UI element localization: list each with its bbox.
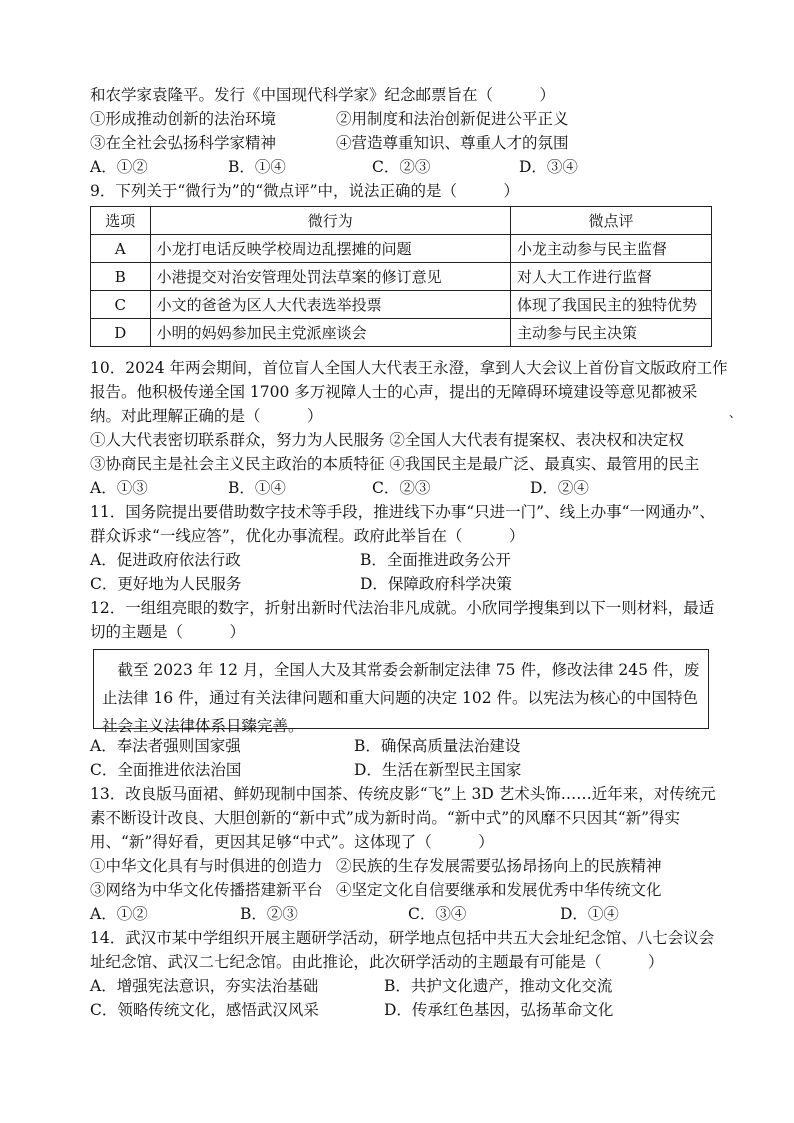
q13-statement-1: ①中华文化具有与时俱进的创造力 — [90, 857, 323, 875]
q10-option-c[interactable]: C．②③ — [372, 479, 431, 497]
q8-option-d[interactable]: D．③④ — [519, 158, 578, 176]
table-header-option: 选项 — [91, 207, 151, 235]
q10-statements-1: ①人大代表密切联系群众，努力为人民服务 ②全国人大代表有提案权、表决权和决定权 — [90, 431, 684, 449]
q13-stem-line-2: 素不断设计改良、大胆创新的“新中式”成为新时尚。“新中式”的风靡不只因其“新”得实 — [90, 809, 681, 827]
q8-statement-3: ③在全社会弘扬科学家精神 — [90, 134, 277, 152]
q8-option-c[interactable]: C．②③ — [372, 158, 431, 176]
table-cell-option: C — [91, 291, 151, 319]
q12-stem-line-2: 切的主题是（ ） — [90, 623, 246, 641]
table-cell-option: B — [91, 263, 151, 291]
q12-material-line-3: 社会主义法律体系日臻完善。 — [102, 717, 304, 735]
q8-statement-2: ②用制度和法治创新促进公平正义 — [336, 110, 569, 128]
q10-stem-line-2: 报告。他积极传递全国 1700 多万视障人士的心声，提出的无障碍环境建设等意见都被采 — [90, 383, 698, 401]
q13-option-a[interactable]: A．①② — [90, 905, 148, 923]
q12-material-line-1: 截至 2023 年 12 月，全国人大及其常委会新制定法律 75 件，修改法律 245 件，废 — [102, 661, 700, 679]
table-header-behavior: 微行为 — [150, 207, 510, 235]
table-cell-comment: 体现了我国民主的独特优势 — [511, 291, 712, 319]
q11-stem-line-1: 11．国务院提出要借助数字技术等手段，推进线下办事“只进一门”、线上办事“一网通办”、 — [90, 503, 715, 521]
q13-option-d[interactable]: D．①④ — [560, 905, 619, 923]
q10-option-b[interactable]: B．①④ — [228, 479, 286, 497]
q14-stem-line-2: 址纪念馆、武汉二七纪念馆。由此推论，此次研学活动的主题最有可能是（ ） — [90, 953, 664, 971]
q14-option-b[interactable]: B．共护文化遗产，推动文化交流 — [384, 977, 613, 995]
q14-option-d[interactable]: D．传承红色基因，弘扬革命文化 — [384, 1001, 614, 1019]
stray-mark: 、 — [729, 406, 742, 420]
q13-statement-4: ④坚定文化自信要继承和发展优秀中华传统文化 — [336, 881, 662, 899]
q13-stem-line-1: 13．改良版马面裙、鲜奶现制中国茶、传统皮影“飞”上 3D 艺术头饰……近年来，对传统元 — [90, 785, 716, 803]
table-cell-comment: 对人大工作进行监督 — [511, 263, 712, 291]
q11-stem-line-2: 群众诉求“一线应答”，优化办事流程。政府此举旨在（ ） — [90, 527, 525, 545]
q8-stem: 和农学家袁隆平。发行《中国现代科学家》纪念邮票旨在（ ） — [90, 86, 556, 104]
q8-statement-1: ①形成推动创新的法治环境 — [90, 110, 277, 128]
q12-option-d[interactable]: D．生活在新型民主国家 — [354, 761, 522, 779]
table-row[interactable] — [91, 291, 712, 319]
q14-option-c[interactable]: C．领略传统文化，感悟武汉风采 — [90, 1001, 319, 1019]
q10-stem-line-1: 10．2024 年两会期间，首位盲人全国人大代表王永澄，拿到人大会议上首份盲文版政府工作 — [90, 359, 728, 377]
q10-statements-2: ③协商民主是社会主义民主政治的本质特征 ④我国民主是最广泛、最真实、最管用的民主 — [90, 455, 700, 473]
q14-stem-line-1: 14．武汉市某中学组织开展主题研学活动，研学地点包括中共五大会址纪念馆、八七会议会 — [90, 929, 715, 947]
q13-option-c[interactable]: C．③④ — [408, 905, 467, 923]
q13-option-b[interactable]: B．②③ — [240, 905, 298, 923]
q11-option-d[interactable]: D．保障政府科学决策 — [360, 575, 512, 593]
q12-option-b[interactable]: B．确保高质量法治建设 — [354, 737, 521, 755]
table-header-comment: 微点评 — [511, 207, 712, 235]
q12-material-box — [93, 649, 709, 735]
table-row[interactable] — [91, 319, 712, 347]
q8-option-a[interactable]: A．①② — [90, 158, 148, 176]
q9-stem: 9．下列关于“微行为”的“微点评”中，说法正确的是（ ） — [90, 182, 520, 200]
q13-statement-2: ②民族的生存发展需要弘扬昂扬向上的民族精神 — [336, 857, 662, 875]
table-cell-comment: 小龙主动参与民主监督 — [511, 235, 712, 263]
q10-option-a[interactable]: A．①③ — [90, 479, 148, 497]
table-cell-behavior: 小明的妈妈参加民主党派座谈会 — [150, 319, 510, 347]
table-cell-comment: 主动参与民主决策 — [511, 319, 712, 347]
q13-statement-3: ③网络为中华文化传播搭建新平台 — [90, 881, 323, 899]
q12-material-line-2: 止法律 16 件，通过有关法律问题和重大问题的决定 102 件。以宪法为核心的中国特色 — [102, 689, 699, 707]
q8-statement-4: ④营造尊重知识、尊重人才的氛围 — [336, 134, 569, 152]
table-cell-option: D — [91, 319, 151, 347]
table-header-row — [91, 207, 712, 235]
table-row[interactable] — [91, 235, 712, 263]
table-cell-behavior: 小龙打电话反映学校周边乱摆摊的问题 — [150, 235, 510, 263]
table-cell-option: A — [91, 235, 151, 263]
table-row[interactable] — [91, 263, 712, 291]
q14-option-a[interactable]: A．增强宪法意识，夯实法治基础 — [90, 977, 319, 995]
q11-option-a[interactable]: A．促进政府依法行政 — [90, 551, 241, 569]
table-cell-behavior: 小港提交对治安管理处罚法草案的修订意见 — [150, 263, 510, 291]
q12-option-c[interactable]: C．全面推进依法治国 — [90, 761, 242, 779]
q13-stem-line-3: 用、“新”得好看，更因其足够“中式”。这体现了（ ） — [90, 833, 494, 851]
q10-stem-line-3: 纳。对此理解正确的是（ ） — [90, 407, 323, 425]
q11-option-b[interactable]: B．全面推进政务公开 — [360, 551, 511, 569]
q8-option-b[interactable]: B．①④ — [228, 158, 286, 176]
q11-option-c[interactable]: C．更好地为人民服务 — [90, 575, 242, 593]
q12-option-a[interactable]: A．奉法者强则国家强 — [90, 737, 241, 755]
q9-table — [90, 206, 712, 347]
q10-option-d[interactable]: D．②④ — [530, 479, 589, 497]
table-cell-behavior: 小文的爸爸为区人大代表选举投票 — [150, 291, 510, 319]
q12-stem-line-1: 12．一组组亮眼的数字，折射出新时代法治非凡成就。小欣同学搜集到以下一则材料，最适 — [90, 599, 715, 617]
